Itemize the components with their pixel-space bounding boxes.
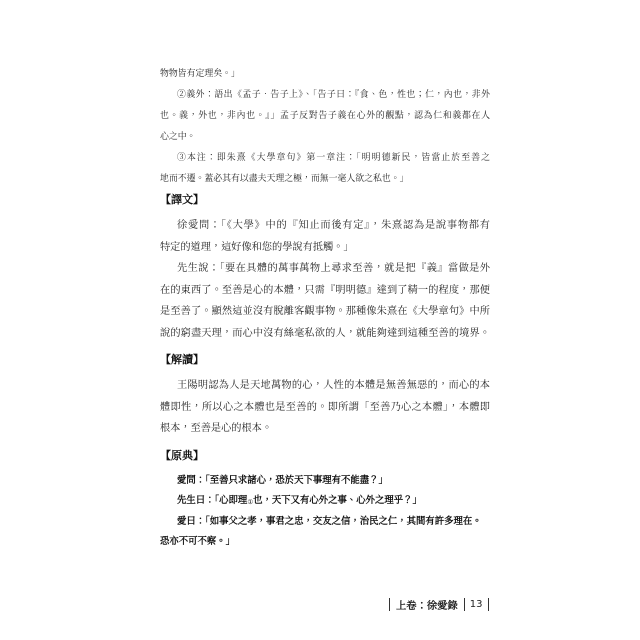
interpretation-line: 根本，至善是心的根本。 — [160, 423, 273, 434]
note-line: 心之中。 — [160, 132, 196, 142]
note-item — [160, 85, 490, 148]
note-line: 地而不遷。蓋必其有以盡夫天理之極，而無一毫人欲之私也。」 — [160, 174, 409, 184]
note-item — [160, 148, 490, 190]
interpretation-line: 體即性，所以心之本體也是至善的。即所謂「至善乃心之本體」，本體即 — [160, 401, 490, 413]
translation-line: 在的東西了。至善是心的本體，只需『明明德』達到了精一的程度，那便 — [160, 284, 490, 296]
page-number: 13 — [469, 598, 483, 610]
running-footer — [389, 597, 489, 611]
original-text-section — [160, 471, 490, 552]
original-line: 愛曰：「如事父之孝，事君之忠，交友之信，治民之仁，其間有許多理在。 — [177, 516, 482, 527]
note-line: ②義外：語出《孟子．告子上》、「告子曰：『食、色，性也；仁，內也，非外 — [177, 90, 490, 100]
original-text-heading: 【原典】 — [160, 449, 204, 462]
note-continuation-line: 物物皆有定理矣。」 — [160, 69, 240, 79]
original-line-text: 先生曰：「心即理 — [177, 495, 248, 506]
interpretation-section — [160, 375, 490, 440]
original-line — [160, 491, 490, 512]
footer-divider — [488, 598, 489, 611]
original-line: 愛問：「至善只求諸心，恐於天下事理有不能盡？」 — [177, 475, 388, 486]
footnote-marker: ① — [247, 498, 254, 506]
interpretation-line: 王陽明認為人是天地萬物的心，人性的本體是無善無惡的，而心的本 — [177, 380, 490, 391]
translation-paragraph — [160, 215, 490, 258]
footnotes — [160, 64, 490, 190]
note-line: ③本注：即朱熹《大學章句》第一章注：「明明德新民，皆當止於至善之 — [177, 153, 490, 163]
original-line: 恐亦不可不察。」 — [160, 536, 236, 547]
interpretation-heading: 【解讀】 — [160, 353, 204, 366]
translation-line: 徐愛問：「《大學》中的『知止而後有定』，朱熹認為是說事物都有 — [177, 220, 490, 231]
footer-section-title: 上卷：徐愛錄 — [396, 599, 458, 612]
translation-heading: 【譯文】 — [160, 193, 204, 206]
translation-line: 先生說：「要在具體的萬事萬物上尋求至善，就是把『義』當做是外 — [177, 263, 490, 274]
original-line-text: 也，天下又有心外之事、心外之理乎？」 — [253, 495, 422, 506]
translation-line: 說的窮盡天理，而心中沒有絲毫私欲的人，就能夠達到這種至善的境界。 — [160, 327, 490, 339]
footer-divider — [389, 598, 390, 611]
note-line: 也。義，外也，非內也。』」孟子反對告子義在心外的觀點，認為仁和義都在人 — [160, 111, 490, 121]
translation-section — [160, 215, 490, 344]
translation-line: 特定的道理，這好像和您的學說有抵觸。」 — [160, 241, 354, 253]
footer-divider — [464, 598, 465, 611]
interpretation-paragraph — [160, 375, 490, 440]
translation-line: 是至善了。顯然這並沒有脫離客觀事物。那種像朱熹在《大學章句》中所 — [160, 306, 490, 317]
translation-paragraph — [160, 258, 490, 344]
